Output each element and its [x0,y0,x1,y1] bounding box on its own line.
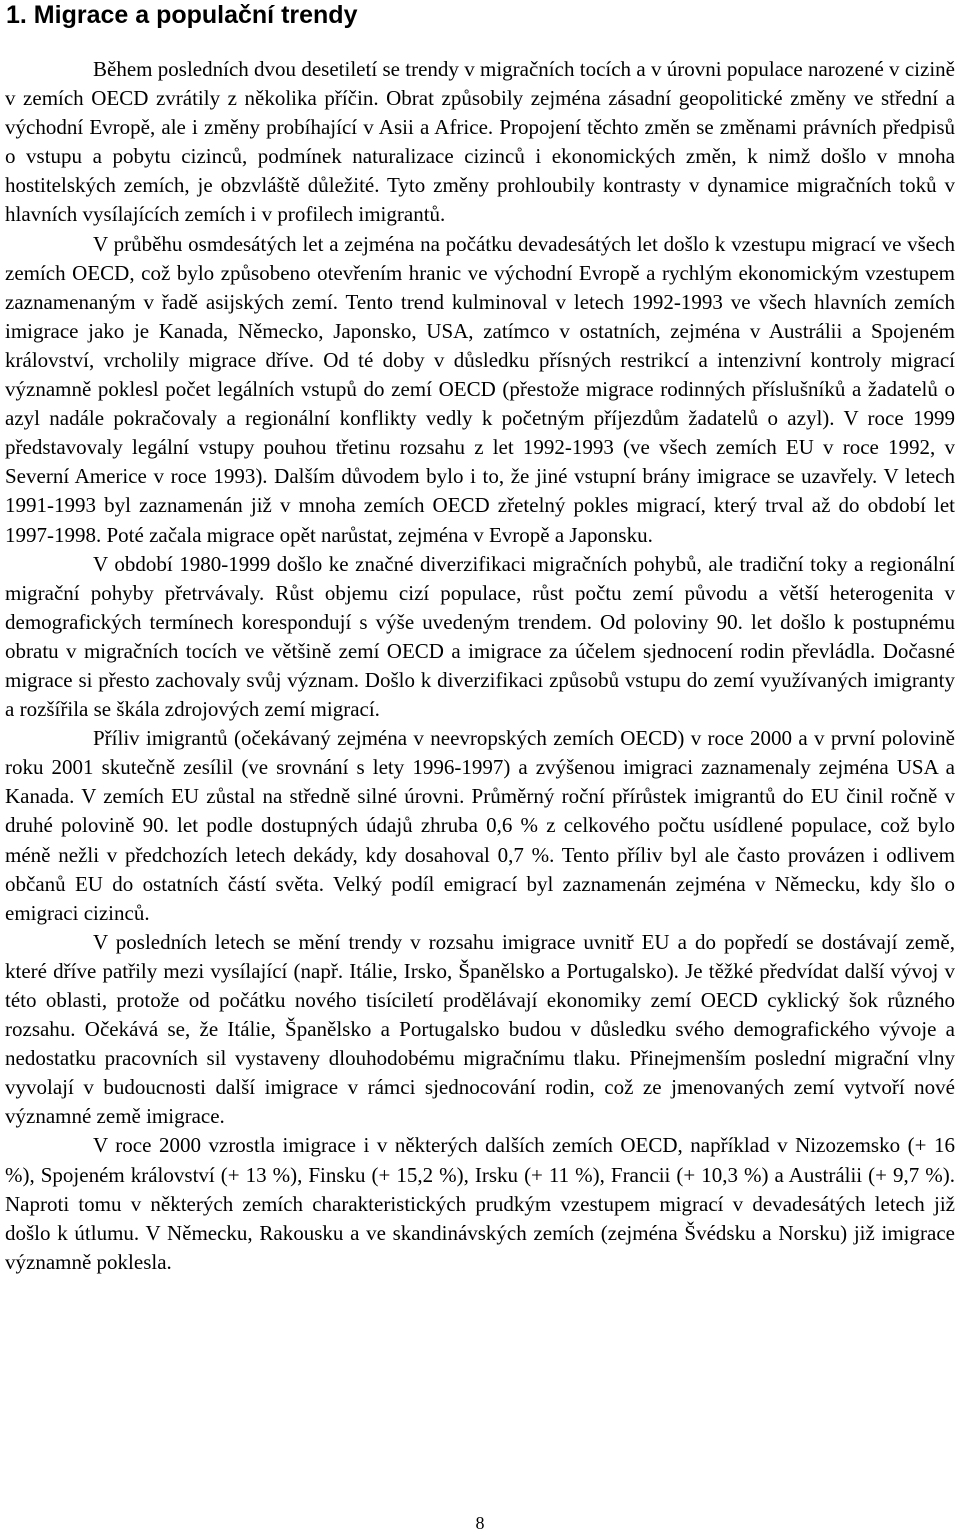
paragraph: V roce 2000 vzrostla imigrace i v některých dalších zemích OECD, například v Nizozemsko (+ 16 %), Spojeném království (+ 13 %), Finsku (+ 15,2 %), Irsku (+ 11 %), Francii (+ 10,3 %) a Austrálii (+ 9,7 %). Naproti tomu v některých zemích charakteristických prudkým vzestupem migrací v devadesátých letech již došlo k útlumu. V Německu, Rakousku a ve skandinávských zemích (zejména Švédsku a Norsku) již imigrace významně poklesla. [5,1133,955,1274]
paragraph: Příliv imigrantů (očekávaný zejména v neevropských zemích OECD) v roce 2000 a v první polovině roku 2001 skutečně zesílil (ve srovnání s lety 1996-1997) a zvýšenou imigraci zaznamenaly zejména USA a Kanada. V zemích EU zůstal na středně silné úrovni. Průměrný roční přírůstek imigrantů do EU činil ročně v druhé polovině 90. let podle dostupných údajů zhruba 0,6 % z celkového počtu usídlené populace, což bylo méně nežli v předchozích letech dekády, kdy dosahoval 0,7 %. Tento příliv byl ale často provázen i odlivem občanů EU do ostatních částí světa. Velký podíl emigrací byl zaznamenán zejména v Německu, kdy šlo o emigraci cizinců. [5,726,955,925]
body-text [5,55,955,1277]
paragraph: V posledních letech se mění trendy v rozsahu imigrace uvnitř EU a do popředí se dostávají země, které dříve patřily mezi vysílající (např. Itálie, Irsko, Španělsko a Portugalsko). Je těžké předvídat další vývoj v této oblasti, protože od počátku nového tisíciletí prodělávají ekonomiky zemí OECD cyklický šok různého rozsahu. Očekává se, že Itálie, Španělsko a Portugalsko budou v důsledku svého demografického vývoje a nedostatku pracovních sil vystaveny dlouhodobému migračnímu tlaku. Přinejmenším poslední migrační vlny vyvolají v budoucnosti další imigrace v rámci sjednocování rodin, což ze jmenovaných zemí vytvoří nové významné země imigrace. [5,929,955,1129]
section-heading: 1. Migrace a populační trendy [6,1,358,29]
paragraph: Během posledních dvou desetiletí se trendy v migračních tocích a v úrovni populace narozené v cizině v zemích OECD zvrátily z několika příčin. Obrat způsobily zejména zásadní geopolitické změny ve střední a východní Evropě, ale i změny probíhající v Asii a Africe. Propojení těchto změn se změnami právních předpisů o vstupu a pobytu cizinců, podmínek naturalizace cizinců i ekonomických změn, k nimž došlo v mnoha hostitelských zemích, je obzvláště důležité. Tyto změny prohloubily kontrasty v dynamice migračních toků v hlavních vysílajících zemích i v profilech imigrantů. [5,57,955,227]
paragraph: V průběhu osmdesátých let a zejména na počátku devadesátých let došlo k vzestupu migrací ve všech zemích OECD, což bylo způsobeno otevřením hranic ve východní Evropě a rychlým ekonomickým vzestupem zaznamenaným v řadě asijských zemí. Tento trend kulminoval v letech 1992-1993 ve všech hlavních zemích imigrace jako je Kanada, Německo, Japonsko, USA, zatímco v ostatních, zejména v Austrálii a Spojeném království, vrcholily migrace dříve. Od té doby v důsledku přísných restrikcí a intenzivní kontroly migrací významně poklesl počet legálních vstupů do zemí OECD (přestože migrace rodinných příslušníků a žadatelů o azyl nadále pokračovaly a regionální konflikty vedly k početným příjezdům žadatelů o azyl). V roce 1999 představovaly legální vstupy pouhou třetinu rozsahu z let 1992-1993 (ve všech zemích EU v roce 1992, v Severní Americe v roce 1993). Dalším důvodem bylo i to, že jiné vstupní brány imigrace se uzavřely. V letech 1991-1993 byl zaznamenán již v mnoha zemích OECD zřetelný pokles migrací, který trval až do období let 1997-1998. Poté začala migrace opět narůstat, zejména v Evropě a Japonsku. [5,231,955,547]
page-number: 8 [475,1513,485,1533]
paragraph: V období 1980-1999 došlo ke značné diverzifikaci migračních pohybů, ale tradiční toky a regionální migrační pohyby přetrvávaly. Růst objemu cizí populace, růst počtu zemí původu a větší heterogenita v demografických termínech korespondují s výše uvedeným trendem. Od poloviny 90. let došlo k postupnému obratu v migračních tocích ve většině zemí OECD a imigrace za účelem sjednocení rodin převládla. Dočasné migrace si přesto zachovaly svůj význam. Došlo k diverzifikaci způsobů vstupu do zemí využívaných imigranty a rozšířila se škála zdrojových zemí migrací. [5,551,955,722]
